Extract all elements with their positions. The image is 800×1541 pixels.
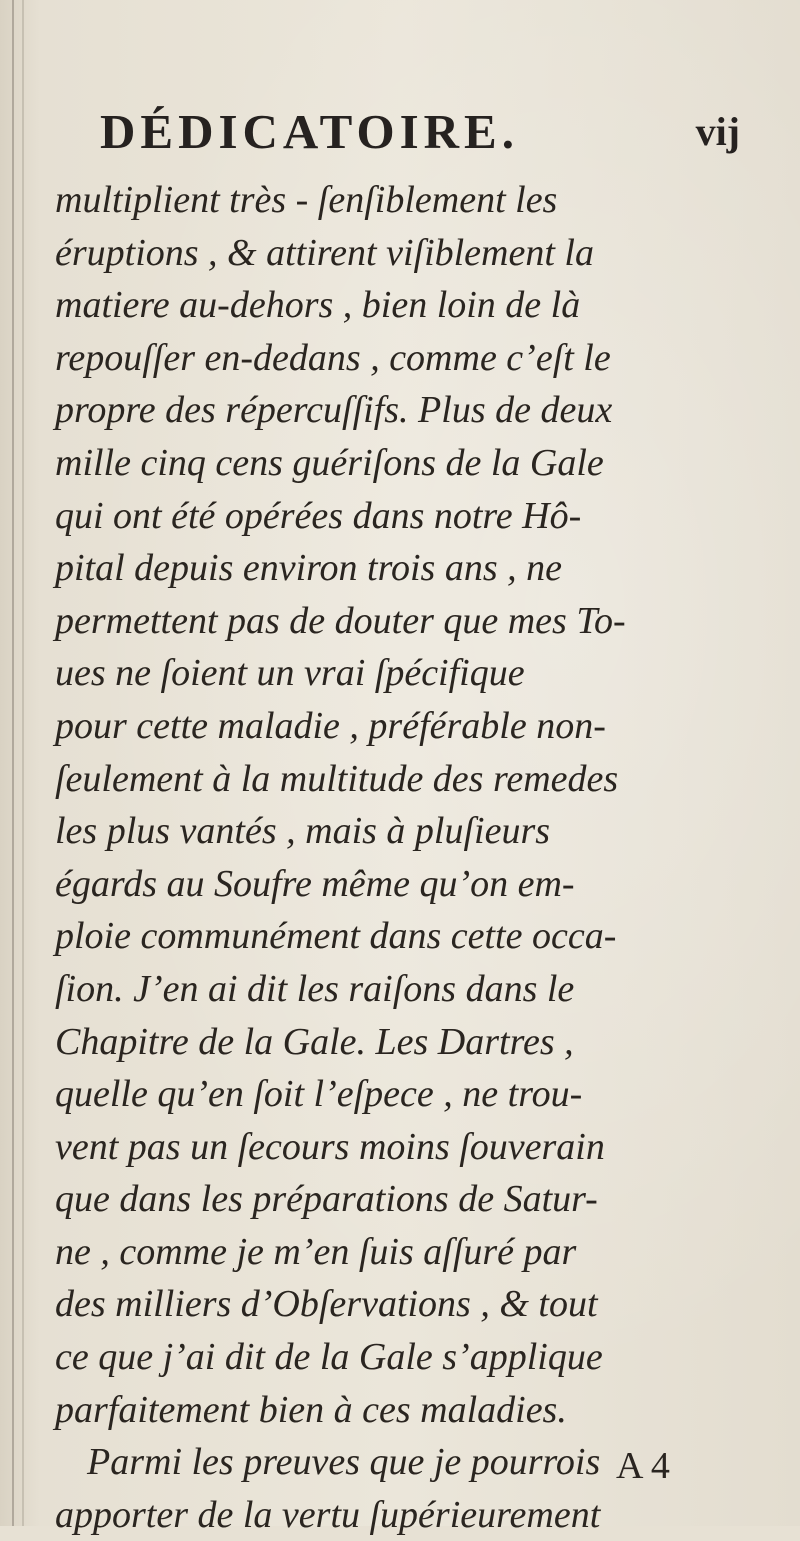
running-title: DÉDICATOIRE. [100, 104, 519, 159]
body-text [55, 174, 775, 1541]
text-line: que dans les préparations de Satur- [55, 1178, 598, 1221]
text-line: des milliers d’Obſervations , & tout [55, 1283, 598, 1326]
text-line: parfaitement bien à ces maladies. [55, 1388, 567, 1431]
signature-mark: A 4 [616, 1445, 670, 1487]
text-line: égards au Soufre même qu’on em- [55, 862, 575, 905]
text-line: pital depuis environ trois ans , ne [55, 547, 562, 590]
running-head [100, 100, 740, 164]
text-line: ne , comme je m’en ſuis aſſuré par [55, 1230, 577, 1273]
text-line: ſion. J’en ai dit les raiſons dans le [55, 967, 575, 1010]
text-line: éruptions , & attirent viſiblement la [55, 231, 594, 274]
text-line: ſeulement à la multitude des remedes [55, 757, 619, 800]
text-line: multiplient très - ſenſiblement les [55, 179, 558, 221]
text-line: ce que j’ai dit de la Gale s’applique [55, 1336, 603, 1379]
text-line: Chapitre de la Gale. Les Dartres , [55, 1020, 574, 1063]
text-line: repouſſer en-dedans , comme c’eſt le [55, 336, 611, 379]
text-line: ploie communément dans cette occa- [55, 915, 617, 958]
text-line: pour cette maladie , préférable non- [55, 704, 606, 747]
page-number: vij [695, 109, 740, 154]
text-line: apporter de la vertu ſupérieurement [55, 1493, 601, 1536]
paragraph-start-line: Parmi les preuves que je pourrois [87, 1441, 601, 1484]
page-edge-line [22, 0, 24, 1526]
text-line: quelle qu’en ſoit l’eſpece , ne trou- [55, 1073, 583, 1116]
text-line: les plus vantés , mais à pluſieurs [55, 810, 551, 853]
text-line: vent pas un ſecours moins ſouverain [55, 1125, 605, 1168]
page-edge-line [12, 0, 14, 1526]
text-line: mille cinq cens guériſons de la Gale [55, 441, 604, 484]
text-line: ues ne ſoient un vrai ſpécifique [55, 652, 525, 695]
text-line: qui ont été opérées dans notre Hô- [55, 494, 582, 537]
text-line: matiere au-dehors , bien loin de là [55, 284, 581, 327]
text-line: propre des répercuſſifs. Plus de deux [55, 389, 613, 432]
text-line: permettent pas de douter que mes To- [55, 599, 626, 642]
